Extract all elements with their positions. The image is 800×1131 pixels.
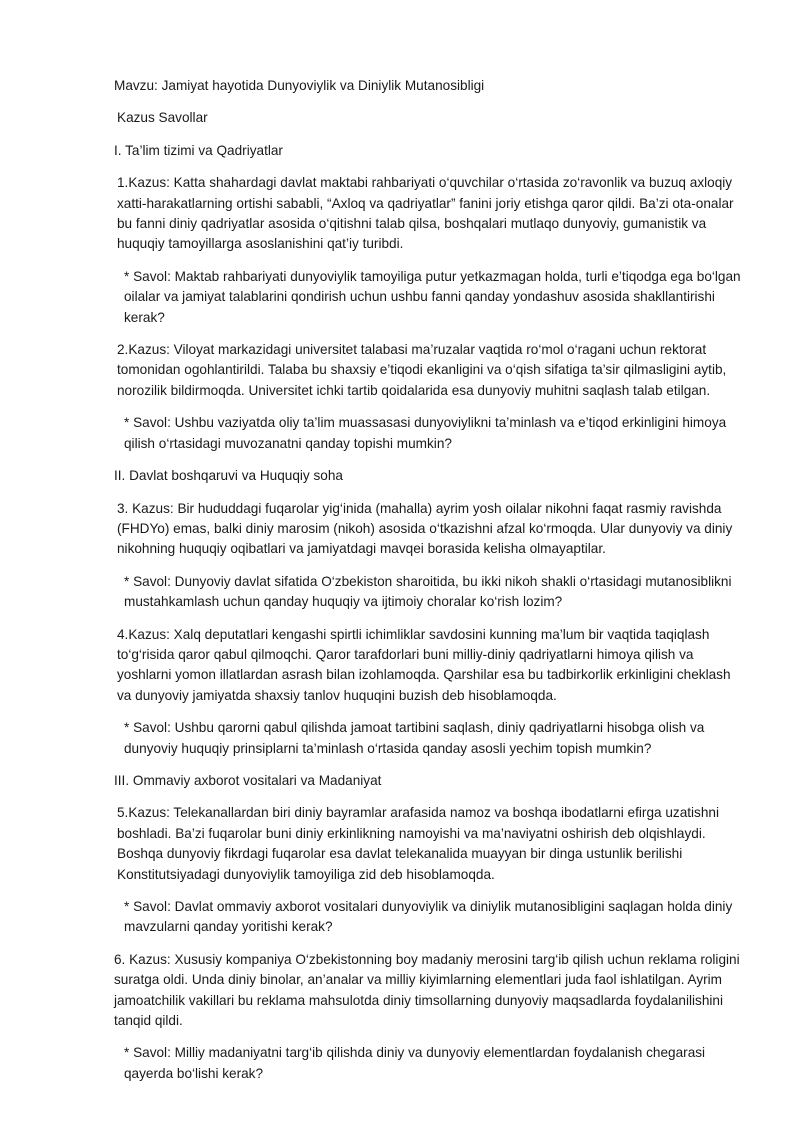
case-text: 1.Kazus: Katta shahardagi davlat maktabi rahbariyati o‘quvchilar o‘rtasida zo‘ravonlik va buzuq axloqiy xatti-harakatlarning ortishi sababli, “Axloq va qadriyatlar” fanini joriy etishga qaror qildi. Ba’zi ota-onalar bu fanni diniy qadriyatlar asosida o‘qitishni talab qilsa, boshqalari mutlaqo dunyoviy, gumanistik va huquqiy tamoyillarga asoslanishini qat’iy turibdi.: [117, 175, 738, 252]
document-subtitle: Kazus Savollar: [117, 110, 208, 126]
case-text: 6. Kazus: Xususiy kompaniya O‘zbekistonning boy madaniy merosini targ‘ib qilish uchun reklama roligini suratga oldi. Unda diniy binolar, an’analar va milliy kiyimlarning elementlari juda faol ishlatilgan. Ayrim jamoatchilik vakillari bu reklama mahsulotda diniy timsollarning dunyoviy maqsadlarda foydalanilishini tanqid qildi.: [114, 951, 744, 1029]
section-heading: II. Davlat boshqaruvi va Huquqiy soha: [114, 468, 343, 484]
document-title: Mavzu: Jamiyat hayotida Dunyoviylik va Diniylik Mutanosibligi: [114, 78, 485, 93]
document-body: [114, 76, 744, 1096]
case-text: 2.Kazus: Viloyat markazidagi universitet talabasi ma’ruzalar vaqtida ro‘mol o‘ragani uchun rektorat tomonidan ogohlantirildi. Talaba bu shaxsiy e’tiqodi ekanligini va o‘qish sifatiga ta’sir qilmasligini aytib, norozilik bildirmoqda. Universitet ichki tartib qoidalarida esa dunyoviy muhitni saqlash talab etilgan.: [117, 342, 731, 398]
case-question: * Savol: Ushbu vaziyatda oliy ta’lim muassasasi dunyoviylikni ta’minlash va e’tiqod erkinligini himoya qilish o‘rtasidagi muvozanatni qanday topishi mumkin?: [124, 415, 730, 451]
section-heading: III. Ommaviy axborot vositalari va Madaniyat: [114, 772, 382, 788]
case-question: * Savol: Ushbu qarorni qabul qilishda jamoat tartibini saqlash, diniy qadriyatlarni hisobga olish va dunyoviy huquqiy prinsiplarni ta’minlash o‘rtasida qanday asosli yechim topish mumkin?: [124, 720, 709, 756]
section-heading: I. Ta’lim tizimi va Qadriyatlar: [114, 142, 283, 158]
case-question: * Savol: Davlat ommaviy axborot vositalari dunyoviylik va diniylik mutanosibligini saqlagan holda diniy mavzularni qanday yoritishi kerak?: [124, 899, 737, 935]
case-text: 5.Kazus: Telekanallardan biri diniy bayramlar arafasida namoz va boshqa ibodatlarni efirga uzatishni boshladi. Ba’zi fuqarolar buni diniy erkinlikning namoyishi va ma’naviyatni oshirish deb olqishlaydi. Boshqa dunyoviy fikrdagi fuqarolar esa davlat telekanalida muayyan bir dinga ustunlik berilishi Konstitutsiyadagi dunyoviylik tamoyiliga zid deb hisoblamoqda.: [117, 805, 723, 882]
case-text: 4.Kazus: Xalq deputatlari kengashi spirtli ichimliklar savdosini kunning ma’lum bir vaqtida taqiqlash to‘g‘risida qaror qabul qilmoqchi. Qaror tarafdorlari buni milliy-diniy qadriyatlarni himoya qilish va yoshlarni yomon illatlardan asrash bilan izohlamoqda. Qarshilar esa bu tadbirkorlik erkinligini cheklash va dunyoviy jamiyatda shaxsiy tanlov huquqini buzish deb hisoblamoqda.: [117, 626, 735, 703]
case-question: * Savol: Dunyoviy davlat sifatida O‘zbekiston sharoitida, bu ikki nikoh shakli o‘rtasidagi mutanosiblikni mustahkamlash uchun qanday huquqiy va ijtimoiy choralar ko‘rish lozim?: [124, 573, 736, 610]
case-text: 3. Kazus: Bir hududdagi fuqarolar yig‘inida (mahalla) ayrim yosh oilalar nikohni faqat rasmiy ravishda (FHDYo) emas, balki diniy marosim (nikoh) asosida o‘tkazishni afzal ko‘rmoqda. Ular dunyoviy va diniy nikohning huquqiy oqibatlari va jamiyatdagi mavqei borasida kelisha olmayaptilar.: [117, 500, 737, 557]
case-question: * Savol: Milliy madaniyatni targ‘ib qilishda diniy va dunyoviy elementlardan foydalanish chegarasi qayerda bo‘lishi kerak?: [124, 1045, 709, 1081]
case-question: * Savol: Maktab rahbariyati dunyoviylik tamoyiliga putur yetkazmagan holda, turli e’tiqodga ega bo‘lgan oilalar va jamiyat talablarini qondirish uchun ushbu fanni qanday yondashuv asosida shakllantirishi kerak?: [124, 268, 745, 325]
